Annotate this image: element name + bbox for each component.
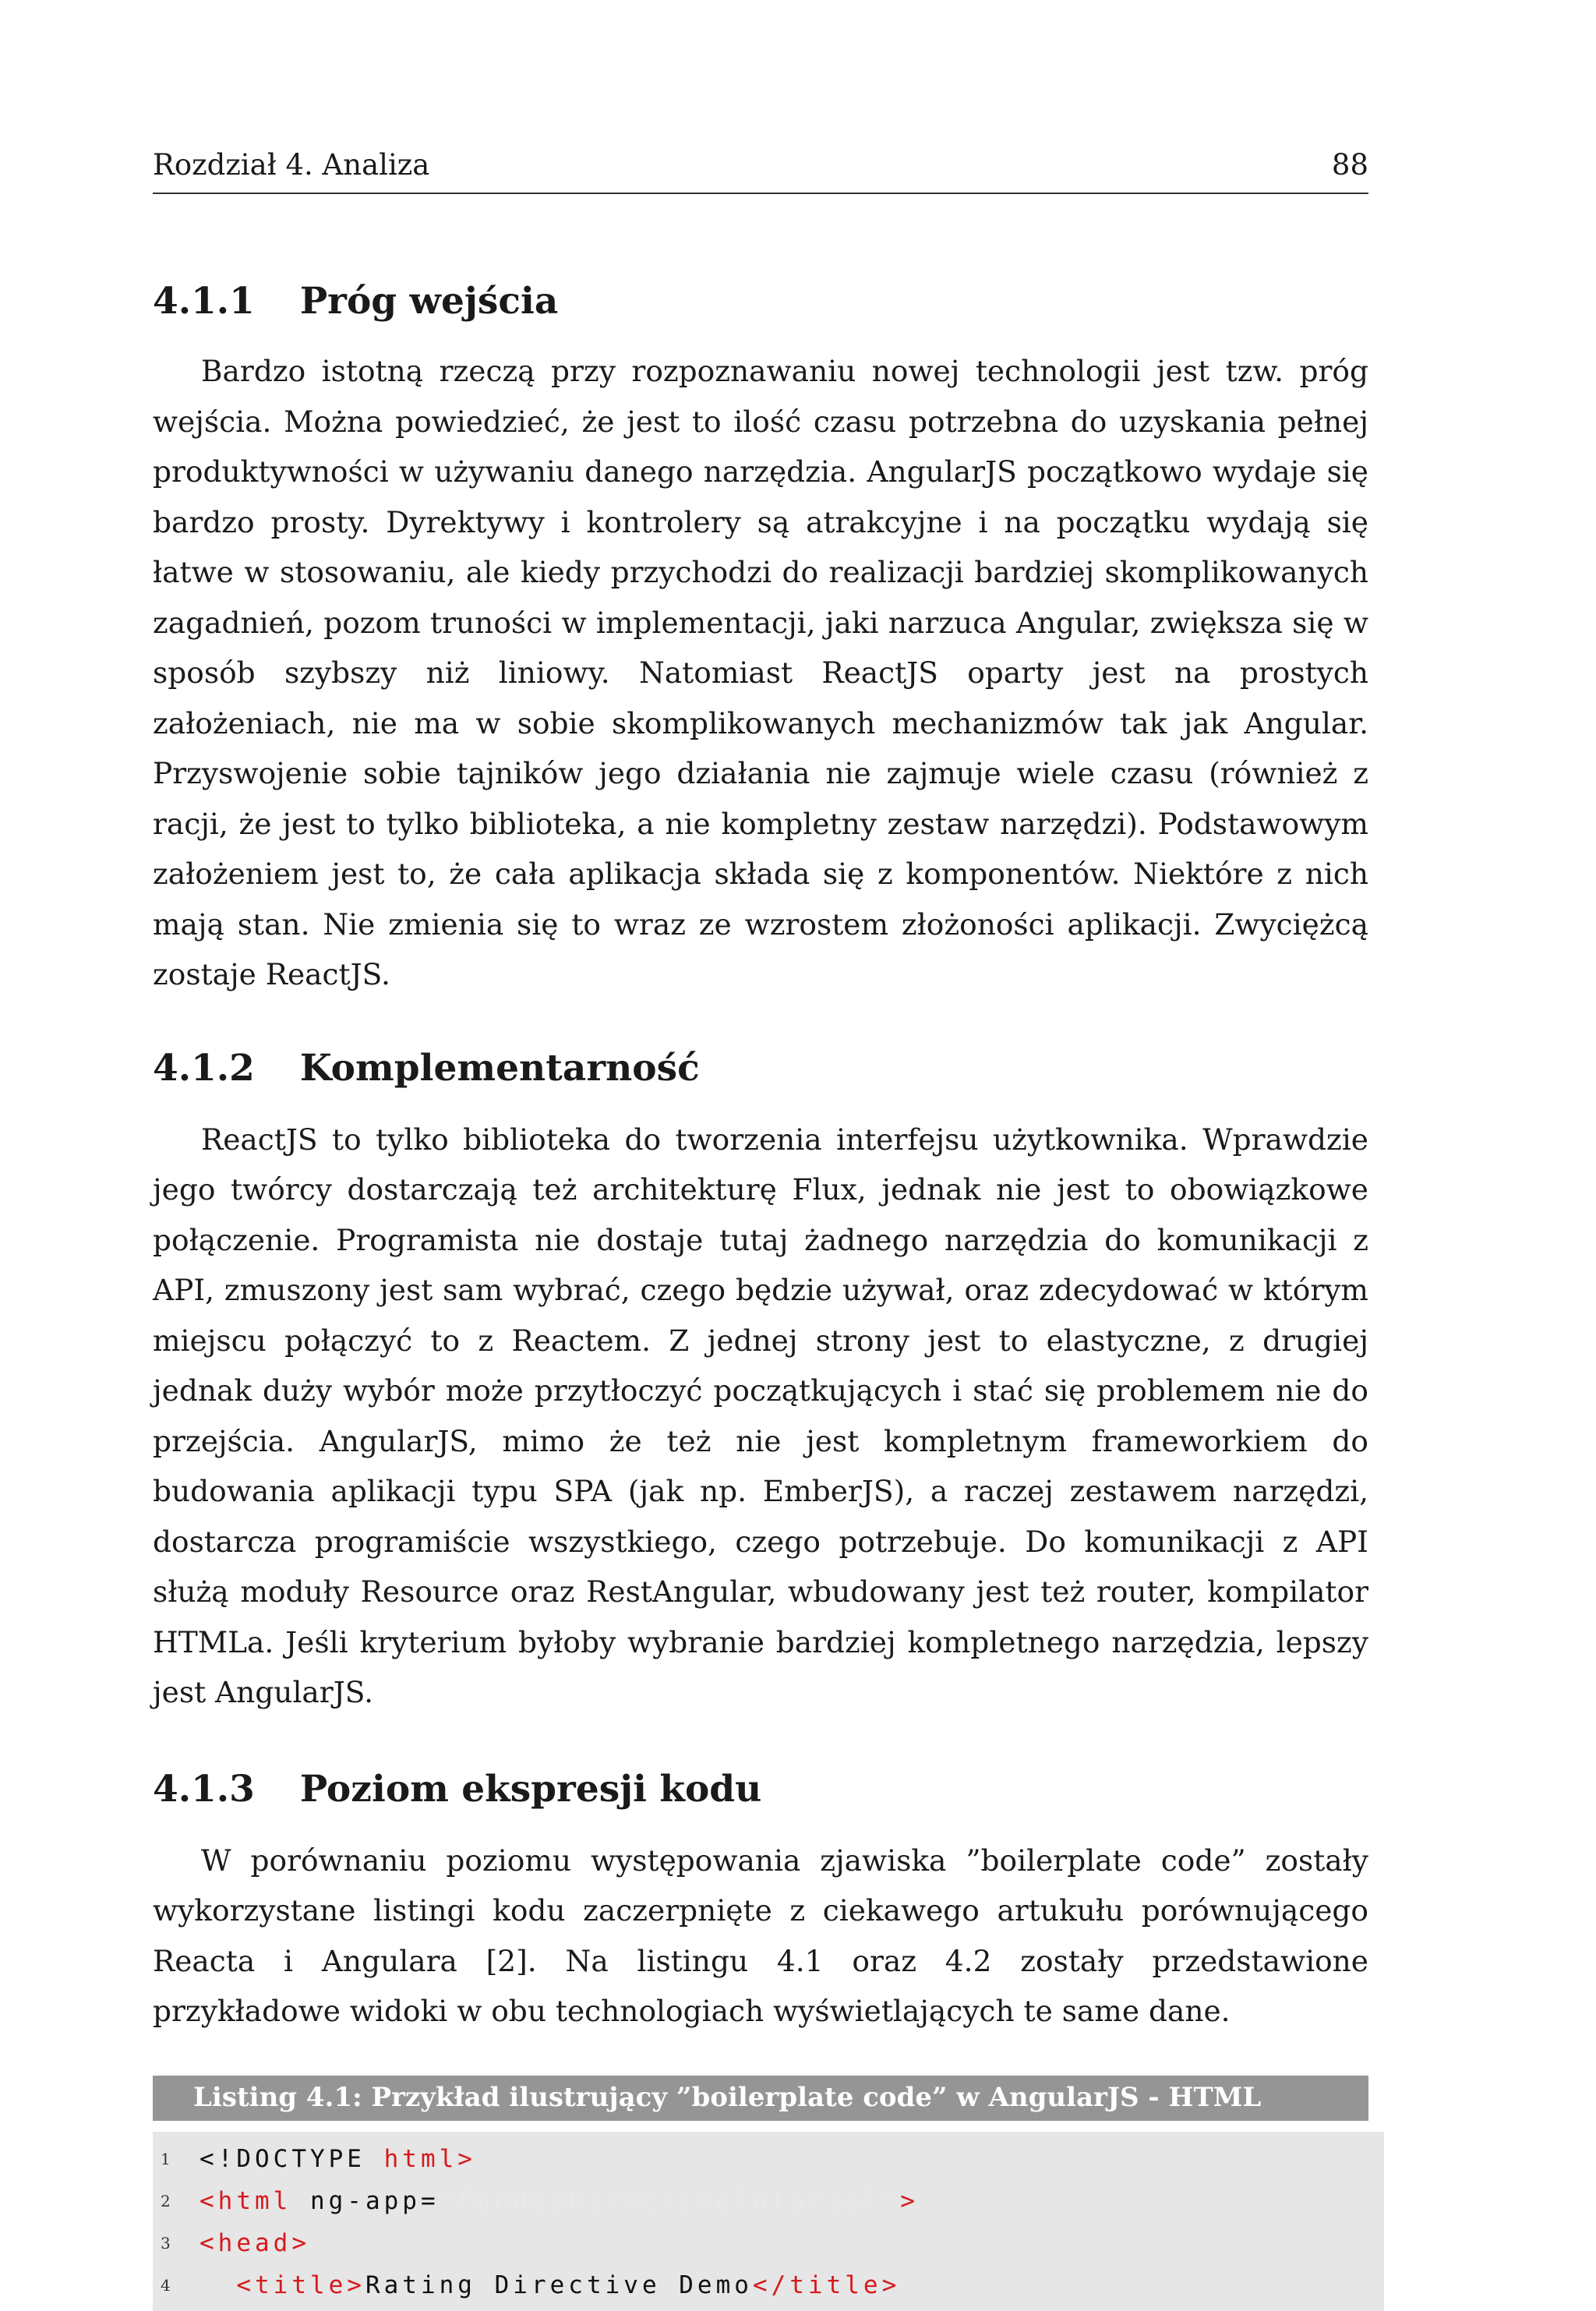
code-token: </title> [752,2270,901,2299]
code-token: <title> [200,2270,365,2299]
section-4-1-2 [153,1047,1368,1718]
chapter-title: Rozdział 4. Analiza [153,148,430,182]
section-4-1-1 [153,280,1368,1000]
code-line [153,2264,1384,2306]
listing-caption: Listing 4.1: Przykład ilustrujący ”boilerplate code” w AngularJS - HTML [153,2076,1368,2121]
code-block [153,2132,1384,2311]
section-4-1-3 [153,1768,1368,2037]
code-token: > [900,2186,919,2215]
code-token: <head> [200,2228,310,2257]
code-line [153,2180,1384,2222]
code-token: html> [383,2144,476,2173]
section-heading [153,280,1368,323]
code-line [153,2138,1384,2180]
code-token: <html [200,2186,310,2215]
section-number: 4.1.3 [153,1767,255,1811]
line-number: 1 [161,2149,171,2168]
section-title: Poziom ekspresji kodu [299,1767,762,1811]
section-title: Komplementarność [299,1046,700,1090]
section-heading [153,1047,1368,1090]
line-number: 3 [161,2233,171,2253]
line-number: 4 [161,2275,171,2295]
running-head [153,148,1368,194]
line-number: 2 [161,2191,171,2210]
section-heading [153,1768,1368,1811]
paragraph: ReactJS to tylko biblioteka do tworzenia interfejsu użytkownika. Wprawdzie jego twórcy dostarczają też architekturę Flux, jednak nie jest to obowiązkowe połączenie. Programista nie dostaje tutaj żadnego narzędzia do komunikacji z API, zmuszony jest sam wybrać, czego będzie używał, oraz zdecydować w którym miejscu połączyć to z Reactem. Z jednej strony jest to elastyczne, z drugiej jednak duży wybór może przytłoczyć początkujących i stać się problemem nie do przejścia. AngularJS, mimo że też nie jest kompletnym frameworkiem do budowania aplikacji typu SPA (jak np. EmberJS), a raczej zestawem narzędzi, dostarcza programiście wszystkiego, czego potrzebuje. Do komunikacji z API służą moduły Resource oraz RestAngular, wbudowany jest też router, kompilator HTMLa. Jeśli kryterium byłoby wybranie bardziej kompletnego narzędzia, lepszy jest AngularJS. [153,1122,1368,1709]
section-title: Próg wejścia [299,280,559,323]
code-token: <!DOCTYPE [200,2144,384,2173]
page-number: 88 [1331,148,1368,182]
section-number: 4.1.2 [153,1046,255,1090]
code-token: ng-app= [309,2186,440,2215]
code-line [153,2222,1384,2264]
code-listing [153,2076,1384,2311]
page [153,148,1368,2311]
paragraph: W porównaniu poziomu występowania zjawiska ”boilerplate code” zostały wykorzystane listingi kodu zaczerpnięte z ciekawego artukułu porównującego Reacta i Angulara [2]. Na listingu 4.1 oraz 4.2 zostały przedstawione przykładowe widoki w obu technologiach wyświetlających te same dane. [153,1843,1368,2028]
paragraph: Bardzo istotną rzeczą przy rozpoznawaniu nowej technologii jest tzw. próg wejścia. Można powiedzieć, że jest to ilość czasu potrzebna do uzyskania pełnej produktywności w używaniu danego narzędzia. AngularJS początkowo wydaje się bardzo prosty. Dyrektywy i kontrolery są atrakcyjne i na początku wydają się łatwe w stosowaniu, ale kiedy przychodzi do realizacji bardziej skomplikowanych zagadnień, pozom truności w implementacji, jaki narzuca Angular, zwiększa się w sposób szybszy niż liniowy. Natomiast ReactJS oparty jest na prostych założeniach, nie ma w sobie skomplikowanych mechanizmów tak jak Angular. Przyswojenie sobie tajników jego działania nie zajmuje wiele czasu (również z racji, że jest to tylko biblioteka, a nie kompletny zestaw narzędzi). Podstawowym założeniem jest to, że cała aplikacja składa się z komponentów. Niektóre z nich mają stan. Nie zmienia się to wraz ze wzrostem złożoności aplikacji. Zwyciężcą zostaje ReactJS. [153,354,1368,991]
code-token: Rating Directive Demo [365,2270,753,2299]
code-string: "FundooDirectiveTutorial" [439,2186,901,2215]
section-number: 4.1.1 [153,280,255,323]
